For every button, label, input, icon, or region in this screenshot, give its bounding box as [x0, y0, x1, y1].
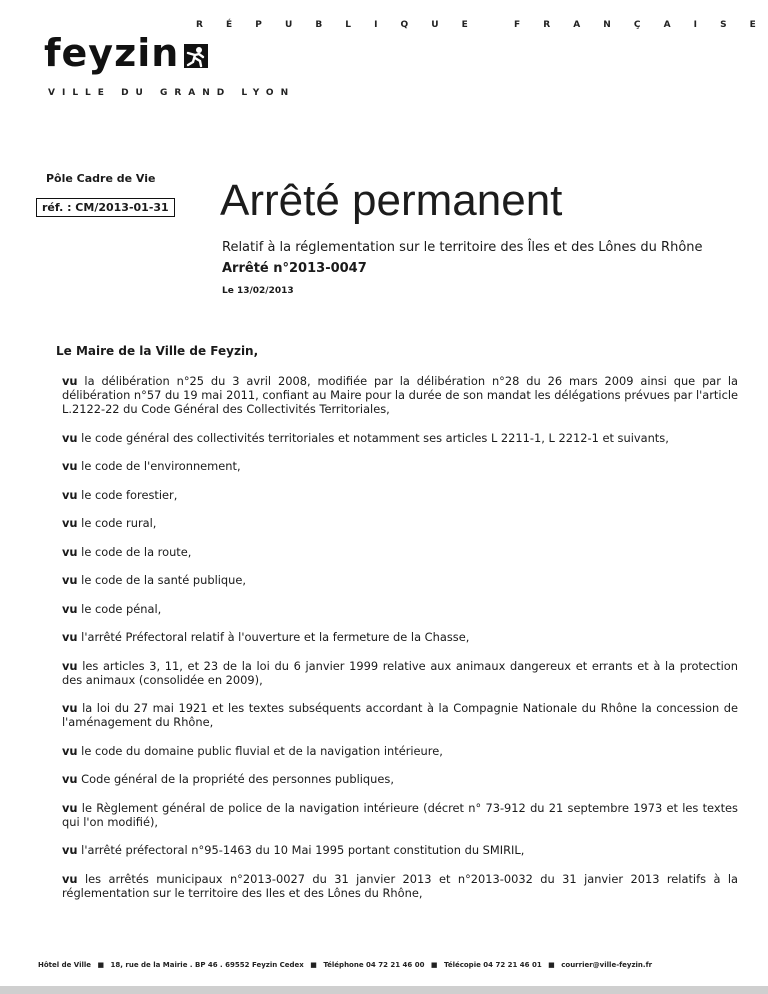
considerant-text: le code de la santé publique, [77, 573, 246, 587]
considerant-item [62, 488, 738, 502]
vu-label: vu [62, 573, 78, 587]
footer-hotel: Hôtel de Ville [38, 961, 92, 969]
republique-letter: B [315, 20, 323, 30]
logo-figure-icon [183, 43, 209, 69]
vu-label: vu [62, 743, 78, 758]
considerant-item [62, 602, 738, 616]
considerant-item [62, 573, 738, 587]
vu-label: vu [62, 601, 78, 616]
considerant-text: le code général des collectivités territoriales et notamment ses articles L 2211-1, L 2212-1 et suivants, [77, 430, 669, 445]
republique-francaise-header [196, 20, 756, 30]
considerant-text: le Règlement général de police de la navigation intérieure (décret n° 73-912 du 21 septembre 1973 et les textes qui l'on modifié), [62, 800, 738, 829]
arrete-date: Le 13/02/2013 [222, 286, 294, 296]
republique-letter: L [345, 20, 352, 30]
arrete-subject: Relatif à la réglementation sur le territoire des Îles et des Lônes du Rhône [222, 240, 703, 255]
republique-letter: I [693, 20, 697, 30]
considerant-text: Code général de la propriété des personnes publiques, [77, 772, 394, 786]
considerant-item [62, 744, 738, 758]
maire-heading: Le Maire de la Ville de Feyzin, [56, 344, 259, 358]
considerant-text: les arrêtés municipaux n°2013-0027 du 31 janvier 2013 et n°2013-0032 du 31 janvier 2013 relatifs à la réglementation sur le territoire des Iles et des Lônes du Rhône, [62, 871, 738, 900]
republique-letter: F [513, 20, 521, 30]
considerant-text: les articles 3, 11, et 23 de la loi du 6 janvier 1999 relative aux animaux dangereux et errants et à la protection des animaux (consolidée en 2009), [62, 658, 738, 687]
footer-separator: ■ [310, 961, 317, 969]
footer-separator: ■ [97, 961, 105, 969]
considerant-text: le code de la route, [77, 544, 192, 559]
republique-letter: I [374, 20, 378, 30]
considerant-text: la loi du 27 mai 1921 et les textes subséquents accordant à la Compagnie Nationale du Rhône la concession de l'aménagement du Rhône, [62, 701, 738, 729]
vu-label: vu [62, 843, 78, 857]
republique-letter: S [720, 20, 727, 30]
reference-box: réf. : CM/2013-01-31 [36, 198, 175, 217]
considerant-text: le code du domaine public fluvial et de la navigation intérieure, [77, 743, 443, 758]
considerant-item [62, 843, 738, 857]
republique-letter: P [255, 20, 262, 30]
considerant-item [62, 772, 738, 786]
scan-edge [0, 986, 768, 994]
republique-letter: A [573, 20, 581, 30]
vu-label: vu [62, 800, 78, 815]
footer-separator: ■ [430, 961, 438, 969]
republique-letter: Ç [633, 20, 641, 30]
pole-label: Pôle Cadre de Vie [46, 172, 156, 185]
republique-letter: U [284, 20, 293, 30]
considerant-text: la délibération n°25 du 3 avril 2008, modifiée par la délibération n°28 du 26 mars 2009 ainsi que par la délibération n°57 du 19 mai 2011, confiant au Maire pour la durée de son mandat les délégations prévues par l'article L.2122-22 du Code Général des Collectivités Territoriales, [62, 374, 738, 416]
feyzin-logo [44, 31, 209, 75]
considerant-text: le code forestier, [77, 487, 178, 502]
considerant-item [62, 872, 738, 900]
considerant-item [62, 801, 738, 829]
vu-label: vu [62, 701, 78, 715]
considerant-item [62, 701, 738, 729]
considerant-text: l'arrêté Préfectoral relatif à l'ouverture et la fermeture de la Chasse, [77, 630, 470, 644]
republique-letter: E [461, 20, 468, 30]
republique-letter: Q [400, 20, 409, 30]
considerant-text: le code rural, [77, 516, 157, 530]
vu-label: vu [62, 430, 78, 445]
considerant-item [62, 545, 738, 559]
footer-email: courrier@ville-feyzin.fr [561, 961, 653, 969]
vu-label: vu [62, 630, 78, 644]
arrete-number: Arrêté n°2013-0047 [222, 261, 367, 276]
footer-fax: Télécopie 04 72 21 46 01 [443, 961, 542, 969]
vu-label: vu [62, 459, 78, 473]
vu-label: vu [62, 487, 78, 502]
considerant-text: le code de l'environnement, [77, 459, 241, 473]
vu-label: vu [62, 658, 78, 673]
considerant-text: l'arrêté préfectoral n°95-1463 du 10 Mai 1995 portant constitution du SMIRIL, [77, 843, 525, 857]
footer-street: 18, rue de la Mairie . BP 46 . 69552 Feyzin Cedex [110, 961, 304, 969]
page-title: Arrêté permanent [220, 176, 563, 225]
footer-address [38, 961, 748, 969]
considerant-text: le code pénal, [77, 601, 162, 616]
considerant-item [62, 374, 738, 416]
republique-letter: A [663, 20, 671, 30]
considerant-item [62, 431, 738, 445]
footer-phone: Téléphone 04 72 21 46 00 [323, 961, 425, 969]
republique-letter: R [196, 20, 203, 30]
vu-label: vu [62, 871, 78, 886]
city-subtitle: VILLE DU GRAND LYON [48, 88, 296, 98]
republique-letter: R [543, 20, 551, 30]
considerant-item [62, 516, 738, 530]
vu-label: vu [62, 374, 78, 388]
logo-text: feyzin [44, 31, 180, 75]
vu-label: vu [62, 516, 78, 530]
republique-letter: N [603, 20, 611, 30]
considerant-item [62, 659, 738, 687]
considerants-list [62, 374, 738, 914]
republique-letter: U [431, 20, 439, 30]
republique-letter: É [226, 20, 233, 30]
considerant-item [62, 630, 738, 644]
considerant-item [62, 459, 738, 473]
vu-label: vu [62, 772, 78, 786]
republique-letter: E [749, 20, 756, 30]
footer-separator: ■ [548, 961, 555, 969]
vu-label: vu [62, 544, 78, 559]
